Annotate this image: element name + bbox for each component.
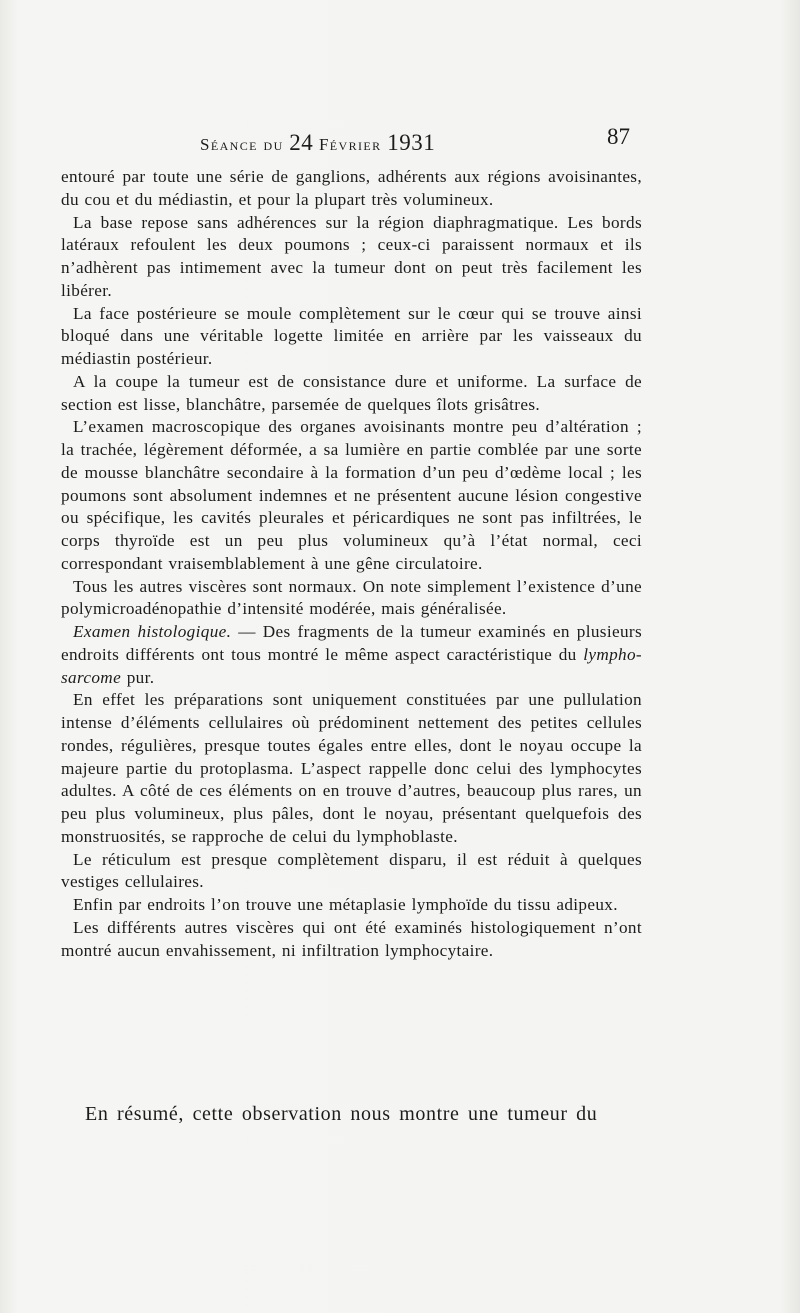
paragraph: La face postérieure se moule complètement sur le cœur qui se trouve ainsi bloqué dans une véritable logette limitée en arrière par les vaisseaux du médiastin postérieur.	[61, 303, 642, 368]
running-title-prefix: Séance du	[200, 135, 290, 154]
section-heading: Examen histologique.	[73, 622, 232, 641]
summary-paragraph: En résumé, cette observation nous montre une tumeur du	[85, 1103, 598, 1125]
page-header	[200, 120, 630, 160]
running-title-date: 24	[289, 130, 314, 155]
emphasis-term: lympho-sarcome	[61, 644, 642, 687]
running-title-year: 1931	[387, 130, 436, 155]
paragraph: Les différents autres viscères qui ont été examinés histologiquement n’ont montré aucun envahissement, ni infiltration lymphocytaire.	[61, 917, 642, 960]
paragraph-histology	[61, 621, 642, 689]
paragraph: Le réticulum est presque complètement disparu, il est réduit à quelques vestiges cellulaires.	[61, 849, 642, 892]
paragraph: La base repose sans adhérences sur la région diaphragmatique. Les bords latéraux refoulent les deux poumons ; ceux-ci paraissent normaux et ils n’adhèrent pas intimement avec la tumeur dont on peut très facilement les libérer.	[61, 212, 642, 300]
paragraph: A la coupe la tumeur est de consistance dure et uniforme. La surface de section est lisse, blanchâtre, parsemée de quelques îlots grisâtres.	[61, 371, 642, 414]
paragraph: En effet les préparations sont uniquement constituées par une pullulation intense d’éléments cellulaires où prédominent nettement des petites cellules rondes, régulières, presque toutes égales entre elles, dont le noyau occupe la majeure partie du protoplasma. L’aspect rappelle donc celui des lymphocytes adultes. A côté de ces éléments on en trouve d’autres, beaucoup plus rares, un peu plus volumineux, plus pâles, dont le noyau, présentant quelquefois des monstruosités, se rapproche de celui du lymphoblaste.	[61, 690, 642, 846]
running-title	[200, 130, 435, 156]
paragraph: L’examen macroscopique des organes avoisinants montre peu d’altération ; la trachée, légèrement déformée, a sa lumière en partie comblée par une sorte de mousse blanchâtre secondaire à la formation d’un peu d’œdème local ; les poumons sont absolument indemnes et ne présentent aucune lésion congestive ou spécifique, les cavités pleurales et péricardiques ne sont pas infiltrées, le corps thyroïde est un peu plus volumineux qu’à l’état normal, ceci correspondant vraisemblablement à une gêne circulatoire.	[61, 417, 642, 573]
paragraph: entouré par toute une série de ganglions, adhérents aux régions avoisinantes, du cou et du médiastin, et pour la plupart très volumineux.	[61, 167, 642, 209]
paragraph: Tous les autres viscères sont normaux. On note simplement l’existence d’une polymicroadénopathie d’intensité modérée, mais généralisée.	[61, 576, 642, 619]
paragraph-text: pur.	[121, 667, 155, 687]
paragraph: Enfin par endroits l’on trouve une métaplasie lymphoïde du tissu adipeux.	[73, 895, 618, 914]
body-text	[61, 166, 642, 962]
paragraph-text: — Des fragments de la tumeur examinés en plusieurs endroits différents ont tous montré le même aspect caractéristique du	[61, 622, 642, 664]
page-number: 87	[607, 124, 630, 149]
running-title-month: Février	[313, 135, 388, 154]
